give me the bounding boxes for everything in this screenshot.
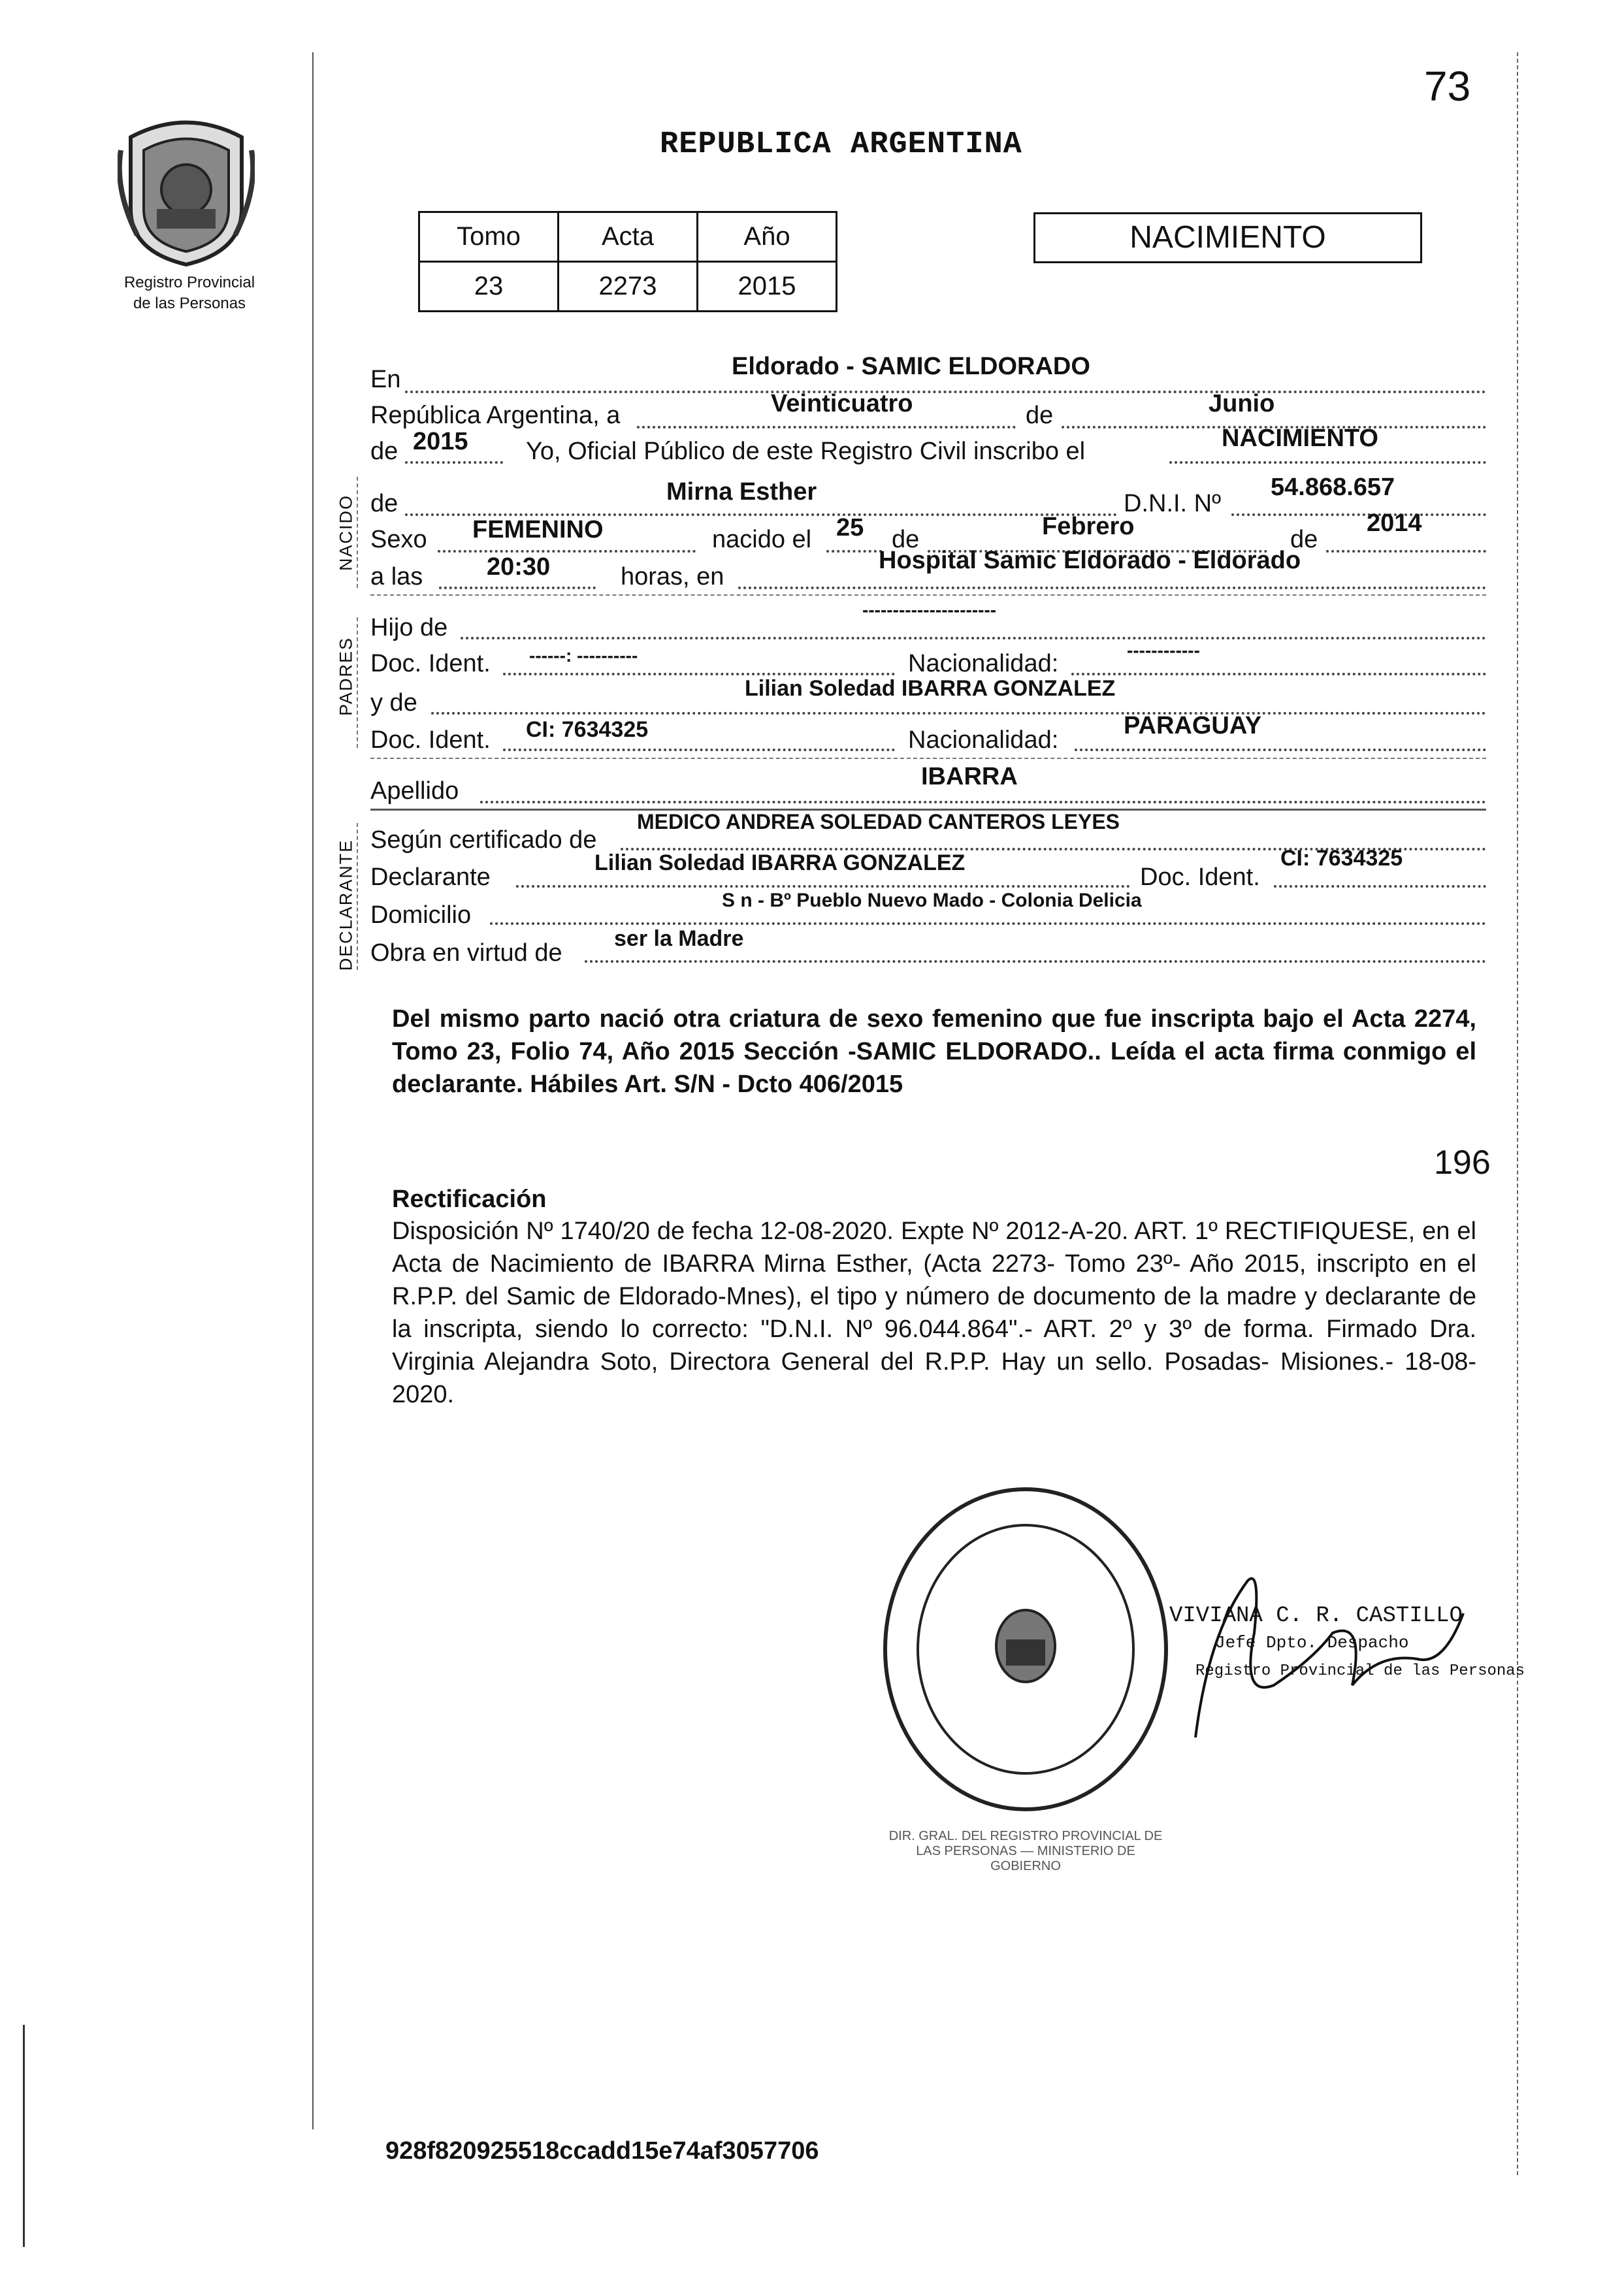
value-padre-nacionalidad: ------------ bbox=[1127, 640, 1200, 660]
label-yo-oficial: Yo, Oficial Público de este Registro Civil inscribo el bbox=[526, 438, 1086, 465]
table-cell: 23 bbox=[419, 262, 559, 312]
rectificacion-title: Rectificación bbox=[392, 1186, 547, 1213]
value-dia-inscripcion: Veinticuatro bbox=[771, 390, 913, 417]
value-lugar: Eldorado - SAMIC ELDORADO bbox=[732, 353, 1090, 380]
signature-title: Jefe Dpto. Despacho bbox=[1215, 1633, 1409, 1653]
dots bbox=[1075, 749, 1486, 751]
label-declarante: Declarante bbox=[370, 864, 491, 891]
value-madre-doc: CI: 7634325 bbox=[526, 717, 649, 742]
dots bbox=[405, 391, 1486, 393]
value-nombre: Mirna Esther bbox=[666, 478, 817, 506]
signature-scribble bbox=[1169, 1555, 1496, 1754]
label-sexo: Sexo bbox=[370, 526, 427, 553]
dots bbox=[503, 749, 895, 751]
label-hijo-de: Hijo de bbox=[370, 614, 448, 641]
section-separator bbox=[370, 594, 1486, 596]
label-obra: Obra en virtud de bbox=[370, 939, 562, 967]
seal-text: DIR. GRAL. DEL REGISTRO PROVINCIAL DE LAS PERSONAS — MINISTERIO DE GOBIERNO bbox=[888, 1829, 1163, 1873]
section-label-declarante: DECLARANTE bbox=[336, 839, 356, 971]
label-doc-ident-2: Doc. Ident. bbox=[370, 726, 491, 754]
dots bbox=[516, 885, 1130, 888]
bracket-padres bbox=[357, 617, 358, 748]
dots bbox=[490, 922, 1486, 925]
label-y-de: y de bbox=[370, 689, 417, 717]
label-de-year2: de bbox=[1290, 526, 1318, 553]
label-doc-ident-3: Doc. Ident. bbox=[1140, 864, 1260, 891]
dots bbox=[431, 712, 1486, 715]
label-doc-ident: Doc. Ident. bbox=[370, 650, 491, 677]
value-padre: ---------------------- bbox=[862, 600, 997, 620]
record-table bbox=[418, 211, 837, 312]
dots bbox=[405, 461, 503, 464]
value-hora: 20:30 bbox=[487, 553, 551, 581]
document-hash: 928f820925518ccadd15e74af3057706 bbox=[385, 2137, 819, 2165]
table-cell: 2015 bbox=[698, 262, 837, 312]
dots bbox=[503, 673, 895, 675]
value-mes-inscripcion: Junio bbox=[1209, 390, 1275, 417]
misiones-logo bbox=[118, 111, 255, 268]
label-en: En bbox=[370, 366, 401, 393]
label-nacionalidad: Nacionalidad: bbox=[908, 650, 1059, 677]
section-label-nacido: NACIDO bbox=[336, 494, 356, 572]
document-title: REPUBLICA ARGENTINA bbox=[660, 127, 1022, 162]
dots bbox=[480, 801, 1486, 803]
dots bbox=[1071, 673, 1486, 675]
value-apellido: IBARRA bbox=[921, 763, 1018, 790]
margin-line-left bbox=[312, 52, 314, 2129]
dots bbox=[439, 587, 596, 589]
folio-number: 196 bbox=[1434, 1144, 1491, 1182]
label-de-name: de bbox=[370, 490, 398, 517]
signature-name: VIVIANA C. R. CASTILLO bbox=[1169, 1604, 1463, 1628]
value-declarante: Lilian Soledad IBARRA GONZALEZ bbox=[594, 850, 966, 875]
table-header: Tomo bbox=[419, 212, 559, 262]
label-nacionalidad-2: Nacionalidad: bbox=[908, 726, 1059, 754]
label-horas-en: horas, en bbox=[621, 563, 724, 590]
value-anio-nacimiento: 2014 bbox=[1367, 509, 1422, 537]
value-madre: Lilian Soledad IBARRA GONZALEZ bbox=[745, 676, 1116, 701]
label-a-las: a las bbox=[370, 563, 423, 590]
label-dni: D.N.I. Nº bbox=[1124, 490, 1221, 517]
value-domicilio: S n - Bº Pueblo Nuevo Mado - Colonia Delicia bbox=[722, 890, 1142, 911]
value-madre-nacionalidad: PARAGUAY bbox=[1124, 712, 1262, 739]
value-tipo: NACIMIENTO bbox=[1222, 425, 1378, 452]
label-segun: Según certificado de bbox=[370, 826, 597, 854]
value-certificado: MEDICO ANDREA SOLEDAD CANTEROS LEYES bbox=[637, 810, 1120, 833]
label-de-year: de bbox=[370, 438, 398, 465]
left-edge-mark bbox=[23, 2025, 25, 2247]
value-padre-doc: ------: ---------- bbox=[529, 645, 638, 666]
dots bbox=[1326, 550, 1486, 553]
label-nacido-el: nacido el bbox=[712, 526, 812, 553]
label-domicilio: Domicilio bbox=[370, 901, 472, 929]
section-separator bbox=[370, 758, 1486, 759]
label-de-month: de bbox=[892, 526, 920, 553]
margin-line-right bbox=[1517, 52, 1518, 2175]
label-apellido: Apellido bbox=[370, 777, 459, 805]
label-republica: República Argentina, a bbox=[370, 402, 621, 429]
value-obra: ser la Madre bbox=[614, 926, 744, 951]
value-declarante-doc: CI: 7634325 bbox=[1280, 846, 1403, 871]
birth-note: Del mismo parto nació otra criatura de sexo femenino que fue inscripta bajo el Acta 2274, Tomo 23, Folio 74, Año 2015 Sección -SAMIC ELDORADO.. Leída el acta firma conmigo el declarante. Hábiles Art. S/N - Dcto 406/2015 bbox=[392, 1005, 1476, 1098]
value-dia-nacimiento: 25 bbox=[836, 514, 864, 541]
value-anio-inscripcion: 2015 bbox=[413, 428, 468, 455]
value-dni: 54.868.657 bbox=[1271, 474, 1395, 501]
value-lugar-nacimiento: Hospital Samic Eldorado - Eldorado bbox=[879, 547, 1301, 574]
signature-institution: Registro Provincial de las Personas bbox=[1195, 1662, 1525, 1680]
dots bbox=[1231, 513, 1486, 516]
dots bbox=[738, 587, 1486, 589]
dots bbox=[585, 960, 1486, 963]
rectificacion-text: Disposición Nº 1740/20 de fecha 12-08-2020. Expte Nº 2012-A-20. ART. 1º RECTIFIQUESE, en el Acta de Nacimiento de IBARRA Mirna Esther, (Acta 2273- Tomo 23º- Año 2015, inscripto en el R.P.P. del Samic de Eldorado-Mnes), el tipo y número de documento de la madre y declarante de la inscripta, siendo lo correcto: "D.N.I. Nº 96.044.864".- ART. 2º y 3º de forma. Firmado Dra. Virginia Alejandra Soto, Directora General del R.P.P. Hay un sello. Posadas- Misiones.- 18-08-2020. bbox=[392, 1218, 1476, 1408]
table-cell: 2273 bbox=[559, 262, 698, 312]
dots bbox=[637, 426, 1016, 428]
registry-label-2: de las Personas bbox=[133, 295, 246, 312]
bracket-declarante bbox=[357, 823, 358, 970]
dots bbox=[826, 550, 882, 553]
section-label-padres: PADRES bbox=[336, 636, 356, 717]
dots bbox=[438, 550, 696, 553]
value-sexo: FEMENINO bbox=[472, 516, 604, 543]
dots bbox=[1169, 461, 1486, 464]
label-de: de bbox=[1026, 402, 1054, 429]
record-type-box: NACIMIENTO bbox=[1033, 212, 1422, 263]
dots bbox=[461, 637, 1486, 639]
value-mes-nacimiento: Febrero bbox=[1042, 513, 1135, 540]
page-number: 73 bbox=[1424, 63, 1471, 110]
bracket-nacido bbox=[357, 477, 358, 588]
official-seal bbox=[875, 1479, 1176, 1819]
registry-label-1: Registro Provincial bbox=[123, 274, 255, 291]
table-header: Acta bbox=[559, 212, 698, 262]
table-header: Año bbox=[698, 212, 837, 262]
dots bbox=[1274, 885, 1486, 888]
